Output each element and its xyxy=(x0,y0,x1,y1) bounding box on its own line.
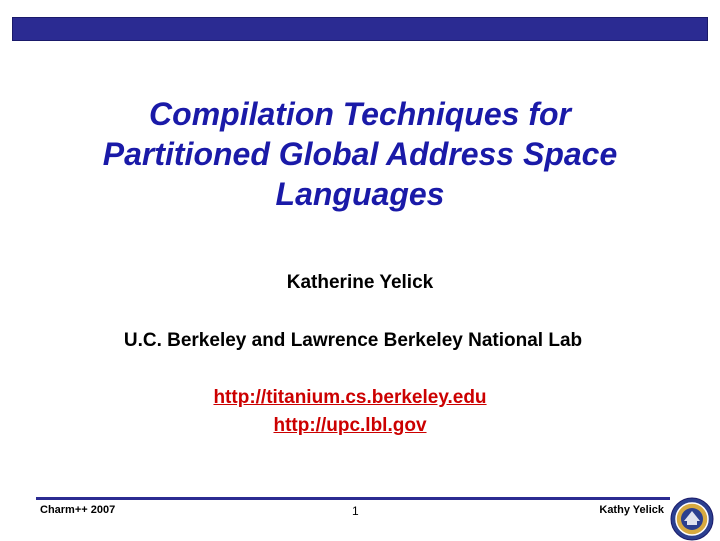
header-bar xyxy=(12,17,708,41)
footer-divider xyxy=(36,497,670,500)
slide-title xyxy=(20,94,700,214)
affiliation: U.C. Berkeley and Lawrence Berkeley National Lab xyxy=(123,330,583,351)
page-number: 1 xyxy=(352,504,359,518)
upc-link[interactable]: http://upc.lbl.gov xyxy=(273,415,427,436)
title-line-2: Partitioned Global Address Space xyxy=(102,136,618,172)
title-line-1: Compilation Techniques for xyxy=(149,96,571,132)
footer-event: Charm++ 2007 xyxy=(40,504,116,516)
footer-presenter: Kathy Yelick xyxy=(599,504,664,516)
author-name: Katherine Yelick xyxy=(286,272,434,293)
university-seal-icon xyxy=(670,497,714,541)
title-line-3: Languages xyxy=(275,176,445,212)
titanium-link[interactable]: http://titanium.cs.berkeley.edu xyxy=(213,387,487,408)
